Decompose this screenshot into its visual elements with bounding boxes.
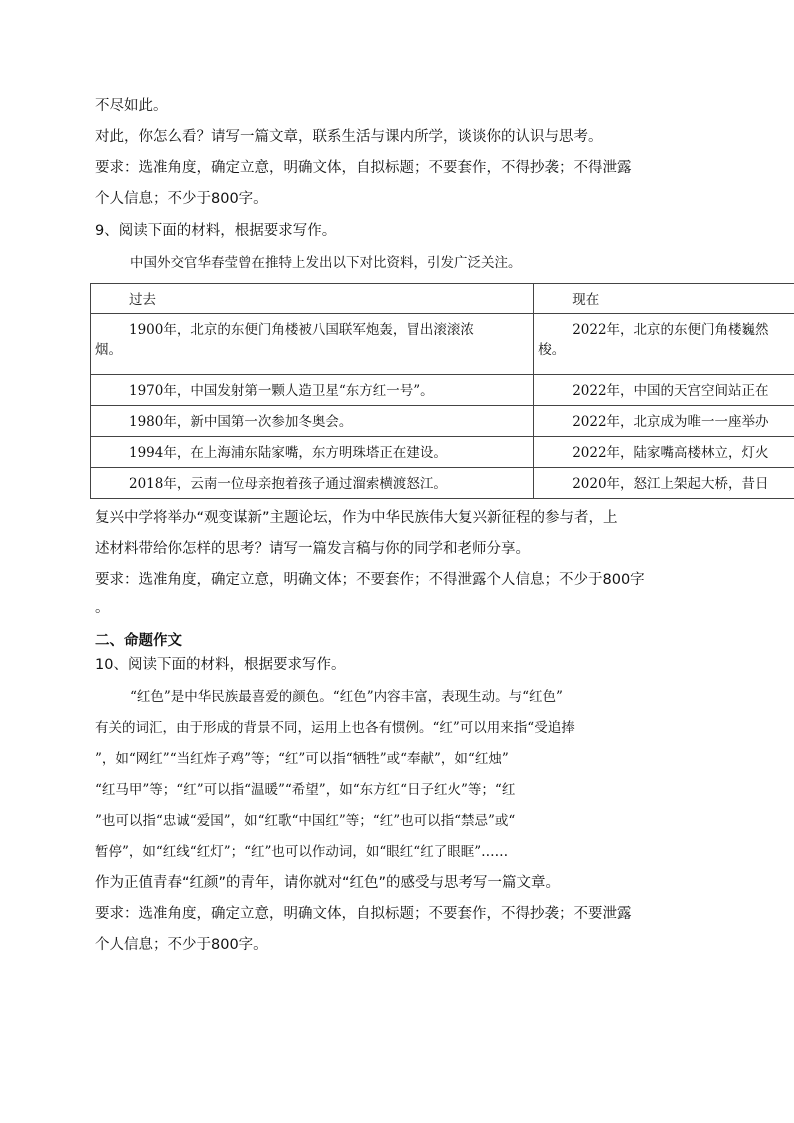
material-text-line: “红色”是中华民族最喜爱的颜色。“红色”内容丰富，表现生动。与“红色”: [130, 689, 563, 705]
table-row: [91, 468, 794, 499]
body-text-line: 不尽如此。: [95, 98, 168, 114]
body-text-line: 要求：选准角度，确定立意，明确文体，自拟标题；不要套作，不得抄袭；不得泄露: [95, 160, 632, 176]
question-9-intro: 中国外交官华春莹曾在推特上发出以下对比资料，引发广泛关注。: [130, 255, 522, 271]
question-10-heading: 10、阅读下面的材料，根据要求写作。: [95, 657, 346, 673]
table-cell-past: [91, 375, 534, 406]
table-cell-text: 1900年，北京的东便门角楼被八国联军炮轰，冒出滚滚浓: [129, 322, 474, 338]
question-9-heading: 9、阅读下面的材料，根据要求写作。: [95, 223, 337, 239]
body-text-line: 要求：选准角度，确定立意，明确文体；不要套作；不得泄露个人信息；不少于800字: [95, 572, 645, 588]
body-text-line: 要求：选准角度，确定立意，明确文体，自拟标题；不要套作，不得抄袭；不要泄露: [95, 906, 632, 922]
table-row: [91, 375, 794, 406]
material-text-line: 暂停”，如“红线“红灯”；“红”也可以作动词，如“眼红“红了眼眶”……: [95, 844, 509, 860]
table-cell-text: 烟。: [95, 342, 122, 358]
table-cell-text: 1970年，中国发射第一颗人造卫星“东方红一号”。: [129, 383, 434, 399]
table-header-now: [534, 284, 794, 314]
table-cell-now: [534, 375, 794, 406]
table-header-now-label: 现在: [572, 292, 600, 308]
table-header-row: [91, 284, 794, 314]
material-text-line: ”也可以指“忠诚“爱国”，如“红歌“中国红”等；“红”也可以指“禁忌”或“: [95, 813, 516, 829]
table-row: [91, 314, 794, 375]
material-text-line: “红马甲”等；“红”可以指“温暖”“希望”，如“东方红“日子红火”等；“红: [95, 782, 516, 798]
table-header-past-label: 过去: [129, 292, 156, 308]
comparison-table: [90, 283, 794, 499]
table-cell-past: [91, 468, 534, 499]
table-cell-past: [91, 314, 534, 375]
body-text-line: 对此，你怎么看？请写一篇文章，联系生活与课内所学，谈谈你的认识与思考。: [95, 129, 603, 145]
table-cell-text: 2022年，陆家嘴高楼林立，灯火: [572, 445, 769, 461]
body-text-line: 复兴中学将举办“观变谋新”主题论坛，作为中华民族伟大复兴新征程的参与者，上: [95, 510, 618, 526]
section-title: 二、命题作文: [95, 633, 182, 649]
table-cell-text: 1980年，新中国第一次参加冬奥会。: [129, 414, 353, 430]
table-cell-past: [91, 406, 534, 437]
table-row: [91, 437, 794, 468]
table-cell-now: [534, 468, 794, 499]
table-cell-text: 梭。: [538, 342, 566, 358]
body-text-line: 作为正值青春“红颜”的青年，请你就对“红色”的感受与思考写一篇文章。: [95, 875, 561, 891]
body-text-line: 个人信息；不少于800字。: [95, 937, 268, 953]
body-text-line: 述材料带给你怎样的思考？请写一篇发言稿与你的同学和老师分享。: [95, 541, 530, 557]
table-cell-text: 2020年，怒江上架起大桥，昔日: [572, 476, 769, 492]
material-text-line: ”，如“网红”“当红炸子鸡”等；“红”可以指“牺牲”或“奉献”，如“红烛”: [95, 751, 509, 767]
body-text-line: 个人信息；不少于800字。: [95, 191, 268, 207]
table-cell-text: 1994年，在上海浦东陆家嘴，东方明珠塔正在建设。: [129, 445, 447, 461]
table-row: [91, 406, 794, 437]
material-text-line: 有关的词汇，由于形成的背景不同，运用上也各有惯例。“红”可以用来指“受追捧: [95, 720, 575, 736]
table-header-past: [91, 284, 534, 314]
table-cell-text: 2022年，中国的天宫空间站正在: [572, 383, 769, 399]
table-cell-now: [534, 406, 794, 437]
table-cell-now: [534, 314, 794, 375]
table-cell-text: 2022年，北京的东便门角楼巍然: [572, 322, 769, 338]
table-cell-text: 2018年，云南一位母亲抱着孩子通过溜索横渡怒江。: [129, 476, 447, 492]
table-cell-now: [534, 437, 794, 468]
table-cell-text: 2022年，北京成为唯一一座举办: [572, 414, 769, 430]
table-cell-past: [91, 437, 534, 468]
body-text-line: 。: [95, 600, 110, 616]
